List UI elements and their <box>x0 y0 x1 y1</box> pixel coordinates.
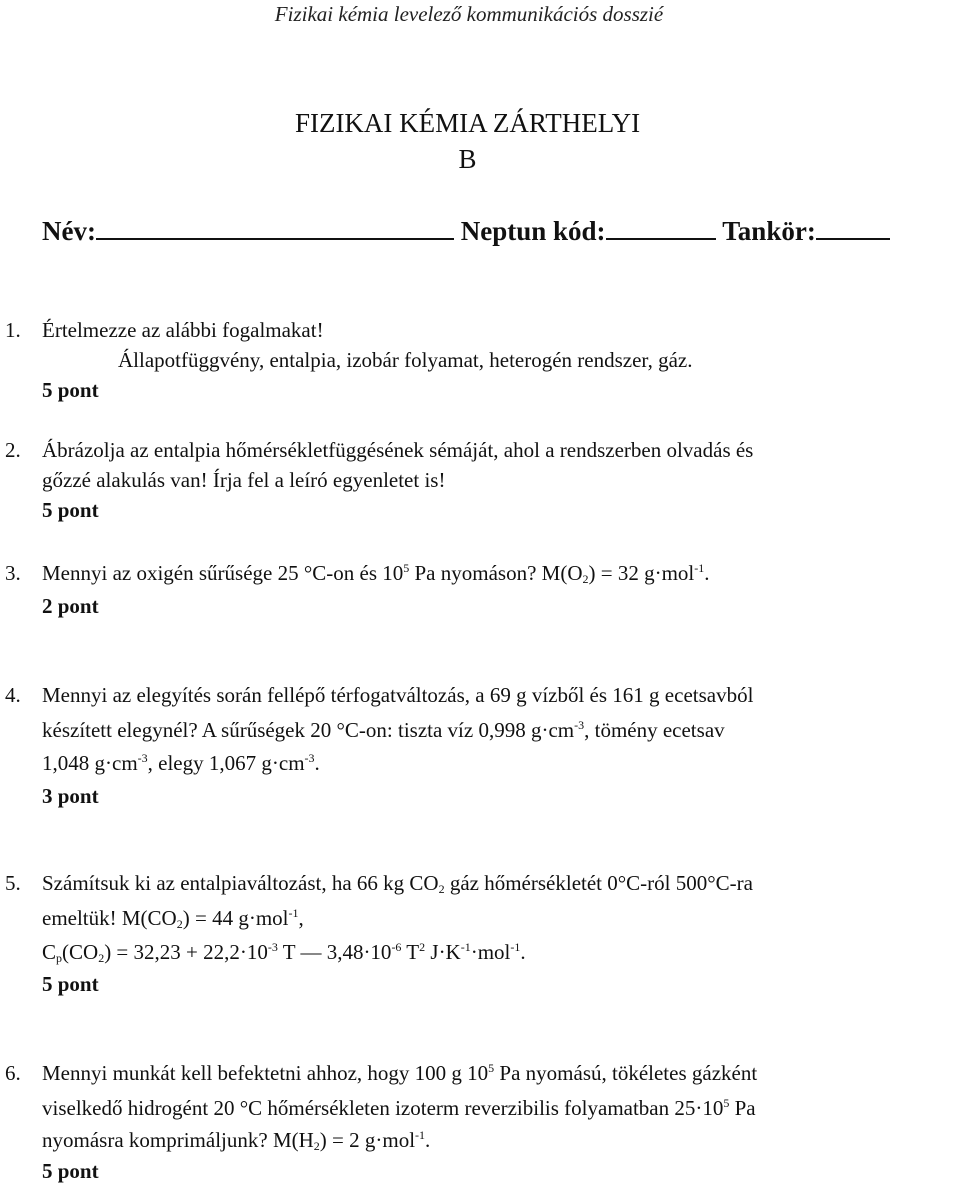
question-4-text-cont: készített elegynél? A sűrűségek 20 °C-on: tiszta víz 0,998 $g\cdot cm^{-3}$, tömény ecetsav <box>42 718 725 742</box>
exam-title: FIZIKAI KÉMIA ZÁRTHELYI <box>294 108 641 138</box>
exam-variant: B <box>458 144 477 174</box>
question-1-text: Értelmezze az alábbi fogalmakat! <box>42 318 324 342</box>
question-2-number: 2. <box>5 438 21 462</box>
question-4-number: 4. <box>5 683 21 707</box>
neptun-label: Neptun kód: <box>460 216 606 246</box>
question-6-text-cont-2: nyomásra komprimáljunk? $M(H_2) = 2$ g·mol$^{-1}$. <box>42 1128 431 1153</box>
question-5-text: Számítsuk ki az entalpiaváltozást, ha 66 kg $CO_2$ gáz hőmérsékletét 0°C-ról 500°C-ra <box>42 871 753 896</box>
group-blank[interactable] <box>816 214 890 240</box>
question-5-heat-capacity: $C_p(CO_2) = 32,23 + 22,2\cdot 10^{-3}$ T — $3,48\cdot 10^{-6}$ $T^2$ $J\cdot K^{-1}\cdot mol^{-1}$. <box>42 940 526 965</box>
question-5-number: 5. <box>5 871 21 895</box>
question-4-text-cont-2: 1,048 $g\cdot cm^{-3}$, elegy 1,067 $g\cdot cm^{-3}$. <box>42 751 320 775</box>
question-6-points: 5 pont <box>42 1159 99 1183</box>
question-4-points: 3 pont <box>42 784 99 808</box>
question-3-number: 3. <box>5 561 21 585</box>
question-3-points: 2 pont <box>42 594 99 618</box>
question-6-text: Mennyi munkát kell befektetni ahhoz, hogy 100 g $10^5$ Pa nyomású, tökéletes gázként <box>42 1061 758 1085</box>
page-header: Fizikai kémia levelező kommunikációs dosszié <box>274 2 664 26</box>
question-4-text: Mennyi az elegyítés során fellépő térfogatváltozás, a 69 g vízből és 161 g ecetsavból <box>42 683 754 707</box>
question-5-text-cont: emeltük! $M(CO_2) = 44$ g·mol$^{-1}$, <box>42 906 304 931</box>
name-label: Név: <box>42 216 96 246</box>
question-6-number: 6. <box>5 1061 21 1085</box>
question-1-number: 1. <box>5 318 21 342</box>
question-1-terms: Állapotfüggvény, entalpia, izobár folyamat, heterogén rendszer, gáz. <box>118 348 693 372</box>
question-6-text-cont: viselkedő hidrogént 20 °C hőmérsékleten izoterm reverzibilis folyamatban $25\cdot 10^5$ Pa <box>42 1096 756 1120</box>
question-3-text: Mennyi az oxigén sűrűsége 25 °C-on és $10^5$ Pa nyomáson? $M(O_2) = 32$ g·mol$^{-1}$. <box>42 561 710 586</box>
student-fields <box>42 214 890 247</box>
question-1-points: 5 pont <box>42 378 99 402</box>
question-2-text-cont: gőzzé alakulás van! Írja fel a leíró egyenletet is! <box>42 468 446 492</box>
question-2-text: Ábrázolja az entalpia hőmérsékletfüggésének sémáját, ahol a rendszerben olvadás és <box>42 438 754 462</box>
question-2-points: 5 pont <box>42 498 99 522</box>
name-blank[interactable] <box>96 214 454 240</box>
group-label: Tankör: <box>722 216 816 246</box>
question-5-points: 5 pont <box>42 972 99 996</box>
neptun-blank[interactable] <box>606 214 716 240</box>
